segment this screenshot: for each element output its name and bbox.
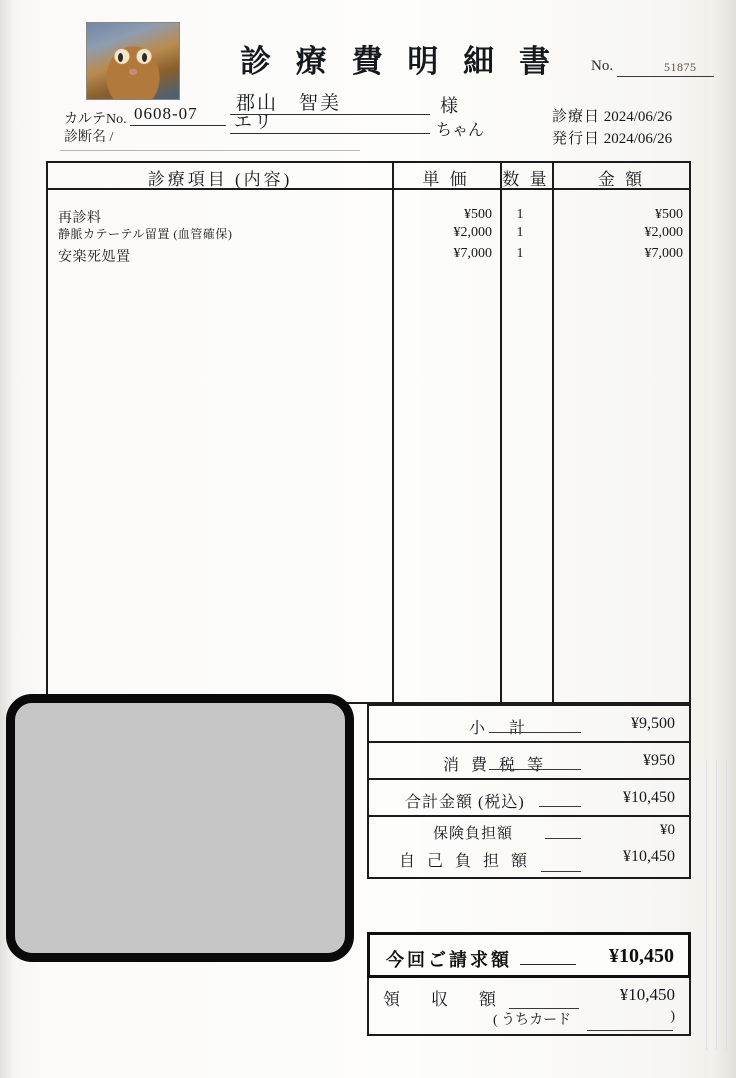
total-value: ¥950: [643, 752, 675, 769]
date-block: [552, 106, 672, 150]
document-number-value: 51875: [664, 60, 697, 74]
receipt-label: 領 収 額: [383, 990, 503, 1009]
total-row-tax: [369, 741, 689, 778]
pet-name-suffix: ちゃん: [436, 122, 485, 139]
total-value: ¥10,450: [623, 848, 675, 865]
total-row-insurance: [369, 815, 689, 845]
document-number-label: No.: [591, 58, 614, 74]
diagnosis-rule: [60, 150, 360, 151]
table-column-divider: [392, 163, 394, 702]
treatment-date-row: [552, 106, 672, 128]
diagnosis-label: 診断名 /: [64, 130, 114, 145]
treatment-date-value: 2024/06/26: [603, 109, 673, 125]
line-items-table: [46, 161, 691, 704]
photo-detail: [129, 69, 137, 75]
photo-detail: [118, 53, 123, 62]
total-row-subtotal: [369, 704, 689, 741]
total-rule: [545, 838, 581, 839]
total-label: 小 計: [469, 720, 530, 737]
total-value: ¥0: [660, 822, 675, 838]
total-row-with-tax: [369, 778, 689, 815]
table-row: 1: [516, 207, 524, 222]
receipt-value: ¥10,450: [619, 985, 675, 1004]
document-number-rule: [617, 76, 714, 77]
pet-name: エリ: [234, 112, 274, 132]
karte-number-value: 0608-07: [134, 104, 198, 123]
totals-block: [367, 704, 691, 879]
scan-edge-right: [710, 0, 736, 1078]
column-header-item: 診療項目 (内容): [147, 170, 293, 189]
total-label: 合計金額 (税込): [405, 794, 525, 811]
total-label: 保険負担額: [433, 826, 514, 842]
table-row: 1: [516, 225, 524, 240]
table-row: ¥2,000: [453, 225, 492, 240]
column-header-amount: 金 額: [597, 170, 646, 189]
total-value: ¥9,500: [631, 715, 675, 732]
ruled-guide-line: [726, 760, 727, 1050]
column-header-unit-price: 単 価: [422, 170, 470, 189]
total-label: 消 費 税 等: [443, 757, 548, 774]
issue-date-value: 2024/06/26: [603, 131, 673, 147]
table-row: 1: [516, 246, 524, 261]
total-rule: [539, 806, 581, 807]
karte-number-rule: [130, 125, 226, 126]
page-title: 診 療 費 明 細 書: [240, 44, 557, 80]
table-row: ¥2,000: [644, 225, 683, 240]
table-row: ¥500: [655, 207, 683, 222]
ruled-guide-line: [716, 760, 717, 1050]
receipt-card-rule: [587, 1030, 673, 1031]
grand-total-rule: [520, 964, 576, 965]
pet-name-rule: [230, 133, 430, 134]
column-header-quantity: 数 量: [502, 170, 550, 189]
grand-total-box: [367, 932, 691, 978]
photo-detail: [142, 53, 147, 62]
total-rule: [541, 871, 581, 872]
total-value: ¥10,450: [623, 789, 675, 806]
table-column-divider: [552, 163, 554, 702]
table-row: ¥7,000: [644, 246, 683, 261]
treatment-date-label: 診療日: [552, 109, 601, 125]
grand-total-value: ¥10,450: [609, 945, 674, 967]
issue-date-label: 発行日: [552, 131, 601, 147]
issue-date-row: [552, 128, 672, 150]
receipt-card-close: ): [670, 1009, 675, 1024]
owner-name-suffix: 様: [440, 96, 458, 116]
receipt-card-label: ( うちカード: [493, 1013, 572, 1028]
redaction-box: [6, 694, 354, 962]
table-row: 再診料: [58, 211, 102, 226]
karte-number-label: カルテNo.: [64, 112, 127, 127]
ruled-guide-line: [706, 760, 707, 1050]
grand-total-label: 今回ご請求額: [386, 950, 512, 970]
total-rule: [489, 732, 581, 733]
table-row: 静脈カテーテル留置 (血管確保): [58, 227, 233, 241]
total-row-self-pay: [369, 845, 689, 877]
total-label: 自 己 負 担 額: [399, 853, 532, 870]
receipt-amount-box: [367, 978, 691, 1036]
table-row: ¥500: [464, 207, 492, 222]
total-rule: [489, 769, 581, 770]
owner-name: 郡山 智美: [236, 93, 342, 114]
table-row: 安楽死処置: [58, 250, 131, 265]
pet-photo: [86, 22, 180, 100]
table-row: ¥7,000: [453, 246, 492, 261]
table-column-divider: [500, 163, 502, 702]
